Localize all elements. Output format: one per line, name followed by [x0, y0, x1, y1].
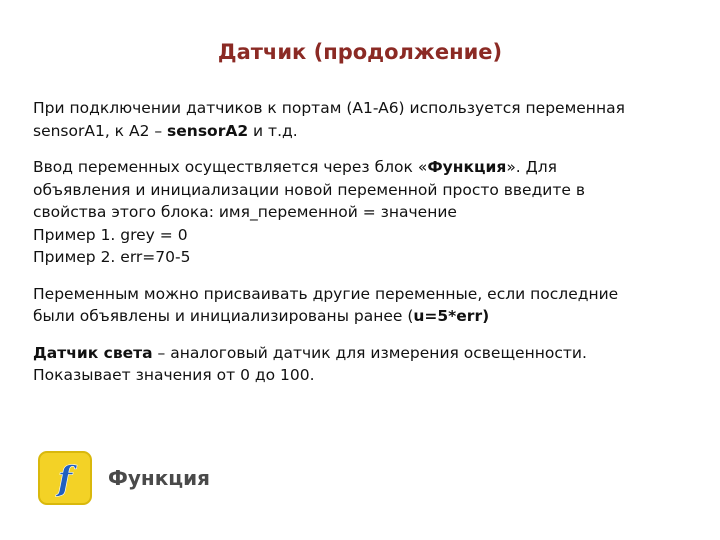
function-icon [38, 451, 92, 505]
text-line: При подключении датчиков к портам (A1-A6) используется переменная [33, 99, 625, 117]
example-line: Пример 1. grey = 0 [33, 225, 188, 244]
paragraph-variables [33, 156, 693, 269]
text-line: свойства этого блока: имя_переменной = значение [33, 203, 457, 221]
paragraph-light-sensor [33, 342, 693, 387]
text-fragment-bold: u=5*err) [413, 307, 490, 325]
text-line: Переменным можно присваивать другие переменные, если последние [33, 284, 619, 303]
text-fragment: Ввод переменных осуществляется через блок « [33, 158, 428, 176]
text-fragment-bold: sensorA2 [167, 121, 249, 140]
text-line [33, 305, 693, 328]
paragraph-assignment [33, 283, 693, 328]
text-line [33, 342, 693, 365]
function-block-label: Функция [108, 466, 210, 490]
text-fragment: sensorA1, к A2 – [33, 121, 168, 140]
paragraph-ports [33, 97, 693, 142]
text-line: Показывает значения от 0 до 100. [33, 366, 315, 384]
text-line [33, 120, 693, 143]
text-fragment-bold: Датчик света [33, 343, 153, 362]
text-fragment: ». Для [506, 158, 558, 176]
text-line: объявления и инициализации новой переменной просто введите в [33, 180, 586, 199]
text-fragment: и т.д. [248, 121, 298, 140]
text-fragment: были объявлены и инициализированы ранее ( [33, 307, 414, 325]
example-line: Пример 2. err=70-5 [33, 248, 191, 266]
function-icon-letter: f [57, 459, 73, 499]
text-fragment-bold: Функция [427, 158, 507, 176]
function-icon-glyph [45, 456, 85, 500]
slide-content [33, 97, 693, 401]
function-block [38, 450, 210, 506]
text-fragment: – аналоговый датчик для измерения освещенности. [152, 343, 587, 362]
text-line [33, 156, 693, 179]
slide-title: Датчик (продолжение) [217, 40, 503, 64]
